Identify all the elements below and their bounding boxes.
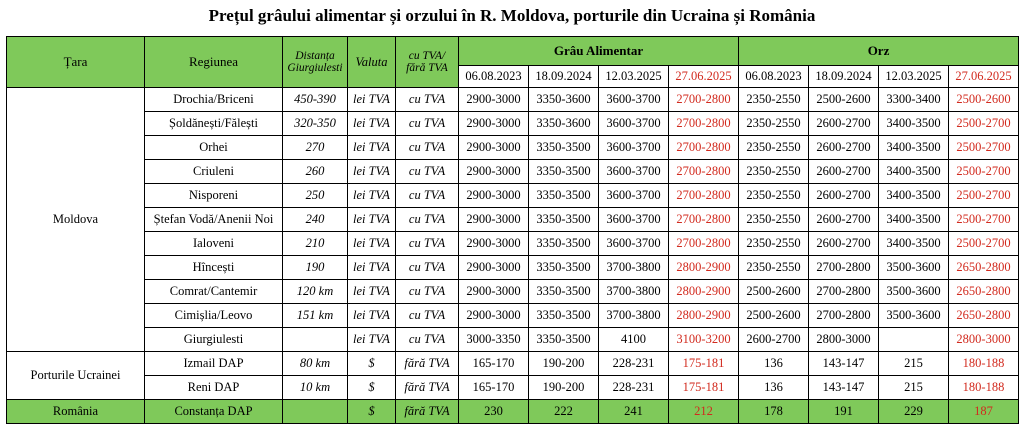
region-cell: Ștefan Vodă/Anenii Noi: [145, 208, 283, 232]
country-cell: Moldova: [7, 88, 145, 352]
header-valuta: Valuta: [348, 37, 396, 88]
tva-cell: cu TVA: [396, 88, 459, 112]
table-row: [7, 352, 1019, 376]
wheat-price-cell: 241: [599, 400, 669, 424]
currency-cell: lei TVA: [348, 112, 396, 136]
wheat-price-cell: 2900-3000: [459, 304, 529, 328]
table-row: [7, 328, 1019, 352]
wheat-price-cell: 3350-3500: [529, 280, 599, 304]
wheat-price-cell: 3350-3500: [529, 160, 599, 184]
header-date: 06.08.2023: [739, 66, 809, 88]
wheat-price-cell: 2700-2800: [669, 160, 739, 184]
region-cell: Nisporeni: [145, 184, 283, 208]
wheat-price-cell: 3700-3800: [599, 304, 669, 328]
barley-price-cell: 2700-2800: [809, 280, 879, 304]
wheat-price-cell: 2700-2800: [669, 184, 739, 208]
barley-price-cell: 3400-3500: [879, 136, 949, 160]
tva-cell: fără TVA: [396, 352, 459, 376]
wheat-price-cell: 2900-3000: [459, 256, 529, 280]
barley-price-cell: 136: [739, 352, 809, 376]
wheat-price-cell: 3350-3500: [529, 328, 599, 352]
header-date: 06.08.2023: [459, 66, 529, 88]
header-date: 27.06.2025: [669, 66, 739, 88]
wheat-price-cell: 222: [529, 400, 599, 424]
wheat-price-cell: 2900-3000: [459, 184, 529, 208]
wheat-price-cell: 165-170: [459, 376, 529, 400]
distance-cell: 450-390: [283, 88, 348, 112]
barley-price-cell: 3400-3500: [879, 112, 949, 136]
barley-price-cell: 2650-2800: [949, 280, 1019, 304]
barley-price-cell: 2500-2700: [949, 184, 1019, 208]
currency-cell: $: [348, 376, 396, 400]
distance-cell: 270: [283, 136, 348, 160]
wheat-price-cell: 2700-2800: [669, 112, 739, 136]
region-cell: Hîncești: [145, 256, 283, 280]
wheat-price-cell: 3600-3700: [599, 136, 669, 160]
wheat-price-cell: 3600-3700: [599, 112, 669, 136]
barley-price-cell: 2500-2600: [739, 304, 809, 328]
wheat-price-cell: 165-170: [459, 352, 529, 376]
table-row: [7, 112, 1019, 136]
barley-price-cell: 2700-2800: [809, 256, 879, 280]
wheat-price-cell: 3600-3700: [599, 160, 669, 184]
header-row-1: [7, 37, 1019, 66]
table-row: [7, 160, 1019, 184]
table-row: [7, 208, 1019, 232]
barley-price-cell: 2350-2550: [739, 208, 809, 232]
wheat-price-cell: 4100: [599, 328, 669, 352]
barley-price-cell: 2500-2700: [949, 208, 1019, 232]
barley-price-cell: 2500-2600: [739, 280, 809, 304]
header-date: 12.03.2025: [879, 66, 949, 88]
region-cell: Orhei: [145, 136, 283, 160]
barley-price-cell: 2500-2700: [949, 160, 1019, 184]
distance-cell: [283, 328, 348, 352]
barley-price-cell: 136: [739, 376, 809, 400]
currency-cell: lei TVA: [348, 208, 396, 232]
wheat-price-cell: 3600-3700: [599, 208, 669, 232]
distance-cell: 250: [283, 184, 348, 208]
wheat-price-cell: 3350-3500: [529, 136, 599, 160]
barley-price-cell: 3400-3500: [879, 208, 949, 232]
wheat-price-cell: 3350-3500: [529, 184, 599, 208]
currency-cell: lei TVA: [348, 256, 396, 280]
barley-price-cell: 2350-2550: [739, 184, 809, 208]
barley-price-cell: 2500-2600: [949, 88, 1019, 112]
barley-price-cell: 2350-2550: [739, 256, 809, 280]
currency-cell: lei TVA: [348, 184, 396, 208]
barley-price-cell: 2600-2700: [809, 208, 879, 232]
distance-cell: [283, 400, 348, 424]
barley-price-cell: 3500-3600: [879, 280, 949, 304]
region-cell: Ialoveni: [145, 232, 283, 256]
barley-price-cell: 191: [809, 400, 879, 424]
barley-price-cell: 2500-2700: [949, 112, 1019, 136]
wheat-price-cell: 190-200: [529, 352, 599, 376]
wheat-price-cell: 2900-3000: [459, 112, 529, 136]
wheat-price-cell: 175-181: [669, 376, 739, 400]
table-row: [7, 376, 1019, 400]
region-cell: Reni DAP: [145, 376, 283, 400]
barley-price-cell: 3500-3600: [879, 304, 949, 328]
region-cell: Criuleni: [145, 160, 283, 184]
table-row: [7, 304, 1019, 328]
wheat-price-cell: 2900-3000: [459, 280, 529, 304]
price-table: [6, 36, 1019, 424]
header-orz: Orz: [739, 37, 1019, 66]
barley-price-cell: 2350-2550: [739, 160, 809, 184]
wheat-price-cell: 3350-3600: [529, 88, 599, 112]
wheat-price-cell: 3700-3800: [599, 280, 669, 304]
wheat-price-cell: 3600-3700: [599, 184, 669, 208]
wheat-price-cell: 3350-3500: [529, 208, 599, 232]
wheat-price-cell: 2900-3000: [459, 208, 529, 232]
distance-cell: 210: [283, 232, 348, 256]
header-tara: Țara: [7, 37, 145, 88]
table-row: [7, 232, 1019, 256]
table-row: [7, 400, 1019, 424]
country-cell: România: [7, 400, 145, 424]
region-cell: Șoldănești/Fălești: [145, 112, 283, 136]
barley-price-cell: 2350-2550: [739, 112, 809, 136]
barley-price-cell: 2700-2800: [809, 304, 879, 328]
barley-price-cell: 143-147: [809, 352, 879, 376]
tva-cell: fără TVA: [396, 376, 459, 400]
wheat-price-cell: 228-231: [599, 376, 669, 400]
barley-price-cell: 2600-2700: [809, 160, 879, 184]
distance-cell: 80 km: [283, 352, 348, 376]
wheat-price-cell: 2700-2800: [669, 208, 739, 232]
currency-cell: lei TVA: [348, 304, 396, 328]
barley-price-cell: 2650-2800: [949, 256, 1019, 280]
currency-cell: lei TVA: [348, 232, 396, 256]
tva-cell: cu TVA: [396, 280, 459, 304]
wheat-price-cell: 2900-3000: [459, 160, 529, 184]
wheat-price-cell: 3350-3600: [529, 112, 599, 136]
wheat-price-cell: 190-200: [529, 376, 599, 400]
barley-price-cell: 2650-2800: [949, 304, 1019, 328]
country-cell: Porturile Ucrainei: [7, 352, 145, 400]
currency-cell: lei TVA: [348, 136, 396, 160]
barley-price-cell: 3500-3600: [879, 256, 949, 280]
distance-cell: 240: [283, 208, 348, 232]
barley-price-cell: 229: [879, 400, 949, 424]
header-date: 18.09.2024: [529, 66, 599, 88]
barley-price-cell: 215: [879, 352, 949, 376]
barley-price-cell: 2600-2700: [809, 184, 879, 208]
tva-cell: cu TVA: [396, 328, 459, 352]
tva-cell: cu TVA: [396, 208, 459, 232]
wheat-price-cell: 212: [669, 400, 739, 424]
header-date: 27.06.2025: [949, 66, 1019, 88]
tva-cell: cu TVA: [396, 304, 459, 328]
header-date: 18.09.2024: [809, 66, 879, 88]
barley-price-cell: 2350-2550: [739, 232, 809, 256]
currency-cell: lei TVA: [348, 88, 396, 112]
tva-cell: cu TVA: [396, 112, 459, 136]
table-body: [7, 37, 1019, 424]
barley-price-cell: 2600-2700: [809, 232, 879, 256]
page-title: Prețul grâului alimentar și orzului în R. Moldova, porturile din Ucraina și România: [208, 6, 816, 25]
distance-cell: 151 km: [283, 304, 348, 328]
header-date: 12.03.2025: [599, 66, 669, 88]
wheat-price-cell: 2800-2900: [669, 304, 739, 328]
wheat-price-cell: 2900-3000: [459, 88, 529, 112]
barley-price-cell: 187: [949, 400, 1019, 424]
header-distanta: Distanța Giurgiulesti: [283, 37, 348, 88]
barley-price-cell: 3400-3500: [879, 232, 949, 256]
wheat-price-cell: 2700-2800: [669, 88, 739, 112]
wheat-price-cell: 175-181: [669, 352, 739, 376]
tva-cell: fără TVA: [396, 400, 459, 424]
wheat-price-cell: 2700-2800: [669, 232, 739, 256]
wheat-price-cell: 2800-2900: [669, 280, 739, 304]
header-grau: Grâu Alimentar: [459, 37, 739, 66]
tva-cell: cu TVA: [396, 184, 459, 208]
tva-cell: cu TVA: [396, 232, 459, 256]
region-cell: Constanța DAP: [145, 400, 283, 424]
barley-price-cell: 143-147: [809, 376, 879, 400]
wheat-price-cell: 3700-3800: [599, 256, 669, 280]
wheat-price-cell: 2800-2900: [669, 256, 739, 280]
region-cell: Giurgiulesti: [145, 328, 283, 352]
wheat-price-cell: 2900-3000: [459, 136, 529, 160]
currency-cell: lei TVA: [348, 280, 396, 304]
wheat-price-cell: 3600-3700: [599, 232, 669, 256]
wheat-price-cell: 3000-3350: [459, 328, 529, 352]
distance-cell: 260: [283, 160, 348, 184]
barley-price-cell: 3400-3500: [879, 160, 949, 184]
wheat-price-cell: 2700-2800: [669, 136, 739, 160]
barley-price-cell: 215: [879, 376, 949, 400]
region-cell: Izmail DAP: [145, 352, 283, 376]
region-cell: Comrat/Cantemir: [145, 280, 283, 304]
wheat-price-cell: 228-231: [599, 352, 669, 376]
distance-cell: 190: [283, 256, 348, 280]
header-tva: cu TVA/ fără TVA: [396, 37, 459, 88]
barley-price-cell: 2800-3000: [809, 328, 879, 352]
table-row: [7, 88, 1019, 112]
wheat-price-cell: 3350-3500: [529, 232, 599, 256]
currency-cell: lei TVA: [348, 160, 396, 184]
wheat-price-cell: 3600-3700: [599, 88, 669, 112]
table-row: [7, 136, 1019, 160]
tva-cell: cu TVA: [396, 160, 459, 184]
region-cell: Cimișlia/Leovo: [145, 304, 283, 328]
barley-price-cell: 3400-3500: [879, 184, 949, 208]
barley-price-cell: 2600-2700: [809, 136, 879, 160]
barley-price-cell: 178: [739, 400, 809, 424]
tva-cell: cu TVA: [396, 136, 459, 160]
distance-cell: 320-350: [283, 112, 348, 136]
region-cell: Drochia/Briceni: [145, 88, 283, 112]
barley-price-cell: 3300-3400: [879, 88, 949, 112]
currency-cell: lei TVA: [348, 328, 396, 352]
currency-cell: $: [348, 352, 396, 376]
barley-price-cell: 180-188: [949, 376, 1019, 400]
barley-price-cell: 2500-2600: [809, 88, 879, 112]
barley-price-cell: 180-188: [949, 352, 1019, 376]
table-row: [7, 184, 1019, 208]
barley-price-cell: 2350-2550: [739, 136, 809, 160]
wheat-price-cell: 3350-3500: [529, 304, 599, 328]
barley-price-cell: 2800-3000: [949, 328, 1019, 352]
distance-cell: 120 km: [283, 280, 348, 304]
currency-cell: $: [348, 400, 396, 424]
header-regiunea: Regiunea: [145, 37, 283, 88]
wheat-price-cell: 230: [459, 400, 529, 424]
distance-cell: 10 km: [283, 376, 348, 400]
barley-price-cell: 2600-2700: [809, 112, 879, 136]
barley-price-cell: 2500-2700: [949, 232, 1019, 256]
barley-price-cell: 2500-2700: [949, 136, 1019, 160]
wheat-price-cell: 3350-3500: [529, 256, 599, 280]
barley-price-cell: [879, 328, 949, 352]
wheat-price-cell: 3100-3200: [669, 328, 739, 352]
barley-price-cell: 2600-2700: [739, 328, 809, 352]
barley-price-cell: 2350-2550: [739, 88, 809, 112]
wheat-price-cell: 2900-3000: [459, 232, 529, 256]
tva-cell: cu TVA: [396, 256, 459, 280]
table-row: [7, 256, 1019, 280]
table-row: [7, 280, 1019, 304]
